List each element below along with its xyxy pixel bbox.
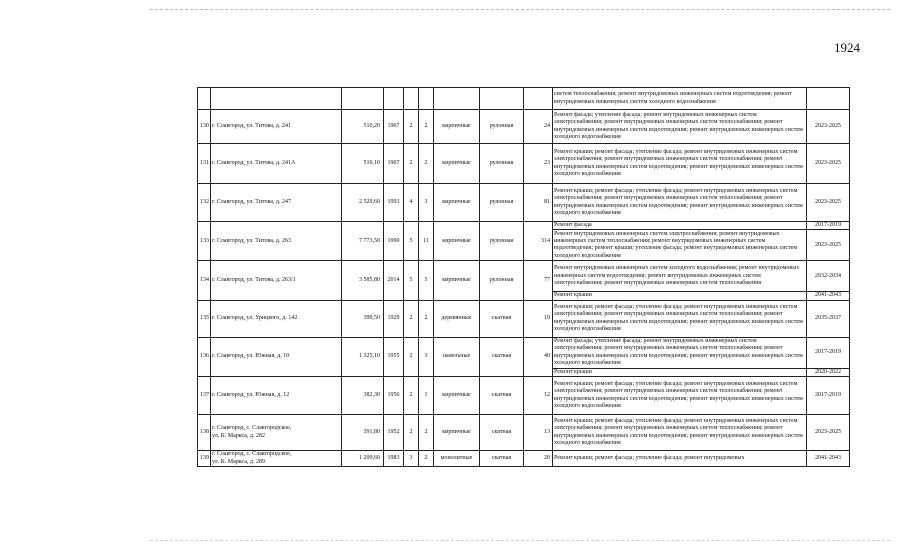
address-line-2: ул. К. Маркса, д. 282 xyxy=(212,432,265,439)
address-line: г. Славгород, ул. Титова, д. 263 xyxy=(212,237,291,244)
cell-year: 1952 xyxy=(384,415,404,451)
cell-apartments: 19 xyxy=(524,300,553,337)
page-number: 1924 xyxy=(834,40,860,55)
cell-year: 1967 xyxy=(384,110,404,144)
cell-entrances: 1 xyxy=(419,377,434,415)
table-row xyxy=(198,184,850,222)
cell-period xyxy=(807,88,850,110)
scan-top-edge xyxy=(150,9,890,11)
cell-period: 2017-2019 xyxy=(807,337,850,368)
cell-apartments: 314 xyxy=(524,222,553,261)
cell-address xyxy=(211,300,342,337)
cell-works: Ремонт фасада; утепление фасада; ремонт внутридомовых инженерных систем электроснабжения; ремонт внутридомовых инженерных систем теплоснабжения; ремонт внутридомовых инженерных систем водоотведения; ремонт внутридомовых инженерных систем холодного водоснабжения xyxy=(553,110,807,144)
cell-year: 1956 xyxy=(384,377,404,415)
table-row xyxy=(198,144,850,184)
cell-entrances: 3 xyxy=(419,337,434,376)
cell-period: 2023-2025 xyxy=(807,415,850,451)
cell-walls xyxy=(434,88,480,110)
cell-works: Ремонт крыши xyxy=(553,368,807,376)
cell-area: 1 209,60 xyxy=(342,451,384,467)
cell-works: Ремонт внутридомовых инженерных систем электроснабжения; ремонт внутридомовых инженерных систем теплоснабжения; ремонт внутридомовых инженерных систем водоотведения; ремонт крыши; утепление фасада; ремонт внутридомовых инженерных систем холодного водоснабжения xyxy=(553,230,807,261)
cell-address xyxy=(211,377,342,415)
cell-apartments: 24 xyxy=(524,110,553,144)
cell-period: 2041-2043 xyxy=(807,292,850,300)
cell-apartments: 13 xyxy=(524,415,553,451)
cell-works: Ремонт фасада xyxy=(553,222,807,230)
cell-roof: рулонная xyxy=(480,222,524,261)
cell-year: 1967 xyxy=(384,144,404,184)
address-line: г. Славгород, ул. Урицкого, д. 142 xyxy=(212,315,298,322)
cell-year: 1955 xyxy=(384,337,404,376)
cell-year: 1983 xyxy=(384,451,404,467)
cell-address xyxy=(211,88,342,110)
cell-walls: кирпичные xyxy=(434,144,480,184)
cell-floors: 4 xyxy=(404,184,419,222)
cell-period: 2017-2019 xyxy=(807,222,850,230)
cell-year: 2014 xyxy=(384,261,404,300)
cell-address xyxy=(211,415,342,451)
cell-entrances: 2 xyxy=(419,415,434,451)
cell-roof: скатная xyxy=(480,415,524,451)
cell-roof: скатная xyxy=(480,337,524,376)
cell-roof: скатная xyxy=(480,451,524,467)
cell-num: 133 xyxy=(198,222,211,261)
cell-roof: скатная xyxy=(480,300,524,337)
cell-year: 1990 xyxy=(384,222,404,261)
cell-works: Ремонт крыши; ремонт фасада; утепление фасада; ремонт внутридомовых инженерных систем электроснабжения; ремонт внутридомовых инженерных систем теплоснабжения; ремонт внутридомовых инженерных систем водоотведения; ремонт внутридомовых инженерных систем холодного водоснабжения xyxy=(553,377,807,415)
cell-works: Ремонт фасада; утепление фасада; ремонт внутридомовых инженерных систем электроснабжения; ремонт внутридомовых инженерных систем теплоснабжения; ремонт внутридомовых инженерных систем водоотведения; ремонт внутридомовых инженерных систем холодного водоснабжения xyxy=(553,337,807,368)
address-line: г. Славгород, ул. Титова, д. 241А xyxy=(212,159,296,166)
cell-area: 3 585,80 xyxy=(342,261,384,300)
cell-apartments: 40 xyxy=(524,337,553,376)
address-line: г. Славгород, ул. Титова, д. 241 xyxy=(212,122,291,129)
cell-period: 2017-2019 xyxy=(807,377,850,415)
cell-apartments: 23 xyxy=(524,144,553,184)
cell-num xyxy=(198,88,211,110)
cell-area: 399,50 xyxy=(342,300,384,337)
cell-year xyxy=(384,88,404,110)
cell-walls: кирпичные xyxy=(434,222,480,261)
address-line: г. Славгород, ул. Южная, д. 10 xyxy=(212,353,290,360)
cell-area: 7 773,50 xyxy=(342,222,384,261)
table-row xyxy=(198,337,850,368)
cell-floors: 5 xyxy=(404,261,419,300)
cell-entrances: 11 xyxy=(419,222,434,261)
cell-apartments xyxy=(524,88,553,110)
cell-address xyxy=(211,184,342,222)
cell-roof: рулонная xyxy=(480,184,524,222)
cell-works: Ремонт крыши; ремонт фасада; утепление фасада; ремонт внутридомовых инженерных систем электроснабжения; ремонт внутридомовых инженерных систем теплоснабжения; ремонт внутридомовых инженерных систем водоотведения; ремонт внутридомовых инженерных систем холодного водоснабжения xyxy=(553,415,807,451)
cell-apartments: 77 xyxy=(524,261,553,300)
continuation-row xyxy=(198,88,850,110)
cell-num: 139 xyxy=(198,451,211,467)
table-row xyxy=(198,110,850,144)
cell-apartments: 20 xyxy=(524,451,553,467)
table-row xyxy=(198,222,850,230)
cell-num: 136 xyxy=(198,337,211,376)
cell-address xyxy=(211,261,342,300)
cell-roof: рулонная xyxy=(480,261,524,300)
cell-num: 131 xyxy=(198,144,211,184)
cell-area: 2 529,60 xyxy=(342,184,384,222)
cell-area xyxy=(342,88,384,110)
housing-repair-table xyxy=(197,87,850,467)
cell-roof: рулонная xyxy=(480,110,524,144)
cell-period: 2020-2022 xyxy=(807,368,850,376)
cell-works: Ремонт крыши; ремонт фасада; утепление фасада; ремонт внутридомовых инженерных систем электроснабжения; ремонт внутридомовых инженерных систем теплоснабжения; ремонт внутридомовых инженерных систем водоотведения; ремонт внутридомовых инженерных систем холодного водоснабжения xyxy=(553,184,807,222)
table-row xyxy=(198,377,850,415)
address-line: г. Славгород, ул. Титова, д. 263/1 xyxy=(212,276,296,283)
cell-floors: 2 xyxy=(404,144,419,184)
cell-num: 132 xyxy=(198,184,211,222)
cell-period: 2032-2034 xyxy=(807,261,850,292)
cell-entrances xyxy=(419,88,434,110)
cell-walls: кирпичные xyxy=(434,377,480,415)
cell-works: Ремонт крыши; ремонт фасада; утепление фасада; ремонт внутридомовых инженерных систем электроснабжения; ремонт внутридомовых инженерных систем теплоснабжения; ремонт внутридомовых инженерных систем водоотведения; ремонт внутридомовых инженерных систем холодного водоснабжения xyxy=(553,300,807,337)
cell-works: Ремонт крыши; ремонт фасада; утепление фасада; ремонт внутридомовых инженерных систем электроснабжения; ремонт внутридомовых инженерных систем теплоснабжения; ремонт внутридомовых инженерных систем водоотведения; ремонт внутридомовых инженерных систем холодного водоснабжения xyxy=(553,144,807,184)
scan-bottom-edge xyxy=(150,540,890,542)
cell-num: 137 xyxy=(198,377,211,415)
address-line: г. Славгород, с. Славгородское, xyxy=(212,451,292,458)
cell-apartments: 81 xyxy=(524,184,553,222)
cell-num: 130 xyxy=(198,110,211,144)
cell-period: 2041-2043 xyxy=(807,451,850,467)
table-row xyxy=(198,261,850,292)
cell-address xyxy=(211,222,342,261)
cell-area: 1 325,10 xyxy=(342,337,384,376)
cell-period: 2023-2025 xyxy=(807,230,850,261)
cell-floors: 2 xyxy=(404,415,419,451)
cell-year: 1929 xyxy=(384,300,404,337)
cell-works: Ремонт внутридомовых инженерных систем холодного водоснабжения; ремонт внутридомовых инженерных систем водоотведения; ремонт внутридомовых инженерных систем электроснабжения; ремонт внутридомовых инженерных систем теплоснабжения xyxy=(553,261,807,292)
cell-num: 134 xyxy=(198,261,211,300)
cell-walls: монолитные xyxy=(434,451,480,467)
cell-floors xyxy=(404,88,419,110)
cell-walls: кирпичные xyxy=(434,110,480,144)
cell-walls: деревянные xyxy=(434,300,480,337)
cell-entrances: 2 xyxy=(419,110,434,144)
table-row xyxy=(198,300,850,337)
cell-address xyxy=(211,337,342,376)
cell-roof xyxy=(480,88,524,110)
cell-floors: 2 xyxy=(404,337,419,376)
cell-entrances: 2 xyxy=(419,144,434,184)
cell-address xyxy=(211,451,342,467)
address-line: г. Славгород, ул. Титова, д. 247 xyxy=(212,198,291,205)
cell-address xyxy=(211,110,342,144)
cell-area: 510,20 xyxy=(342,110,384,144)
cell-works: Ремонт крыши xyxy=(553,292,807,300)
cell-works: систем теплоснабжения; ремонт внутридомовых инженерных систем водоотведения; ремонт внутридомовых инженерных систем холодного водоснабжения xyxy=(553,88,807,110)
table-row xyxy=(198,415,850,451)
cell-roof: рулонная xyxy=(480,144,524,184)
cell-num: 138 xyxy=(198,415,211,451)
cell-works: Ремонт крыши; ремонт фасада; утепление фасада; ремонт внутридомовых xyxy=(553,451,807,467)
cell-floors: 2 xyxy=(404,110,419,144)
cell-walls: кирпичные xyxy=(434,415,480,451)
cell-period: 2023-2025 xyxy=(807,144,850,184)
cell-num: 135 xyxy=(198,300,211,337)
cell-floors: 5 xyxy=(404,222,419,261)
cell-walls: кирпичные xyxy=(434,184,480,222)
cell-roof: скатная xyxy=(480,377,524,415)
cell-walls: кирпичные xyxy=(434,261,480,300)
table-row xyxy=(198,451,850,467)
cell-area: 382,30 xyxy=(342,377,384,415)
cell-entrances: 3 xyxy=(419,184,434,222)
cell-address xyxy=(211,144,342,184)
address-line: г. Славгород, ул. Южная, д. 12 xyxy=(212,392,290,399)
cell-period: 2035-2037 xyxy=(807,300,850,337)
address-line-2: ул. К. Маркса, д. 289 xyxy=(212,458,265,465)
cell-entrances: 2 xyxy=(419,451,434,467)
cell-period: 2023-2025 xyxy=(807,110,850,144)
cell-year: 1993 xyxy=(384,184,404,222)
cell-walls: панельные xyxy=(434,337,480,376)
cell-entrances: 2 xyxy=(419,300,434,337)
cell-floors: 3 xyxy=(404,451,419,467)
cell-area: 391,80 xyxy=(342,415,384,451)
cell-apartments: 12 xyxy=(524,377,553,415)
cell-floors: 2 xyxy=(404,300,419,337)
address-line: г. Славгород, с. Славгородское, xyxy=(212,425,292,432)
cell-period: 2023-2025 xyxy=(807,184,850,222)
cell-area: 510,10 xyxy=(342,144,384,184)
cell-entrances: 5 xyxy=(419,261,434,300)
cell-floors: 2 xyxy=(404,377,419,415)
